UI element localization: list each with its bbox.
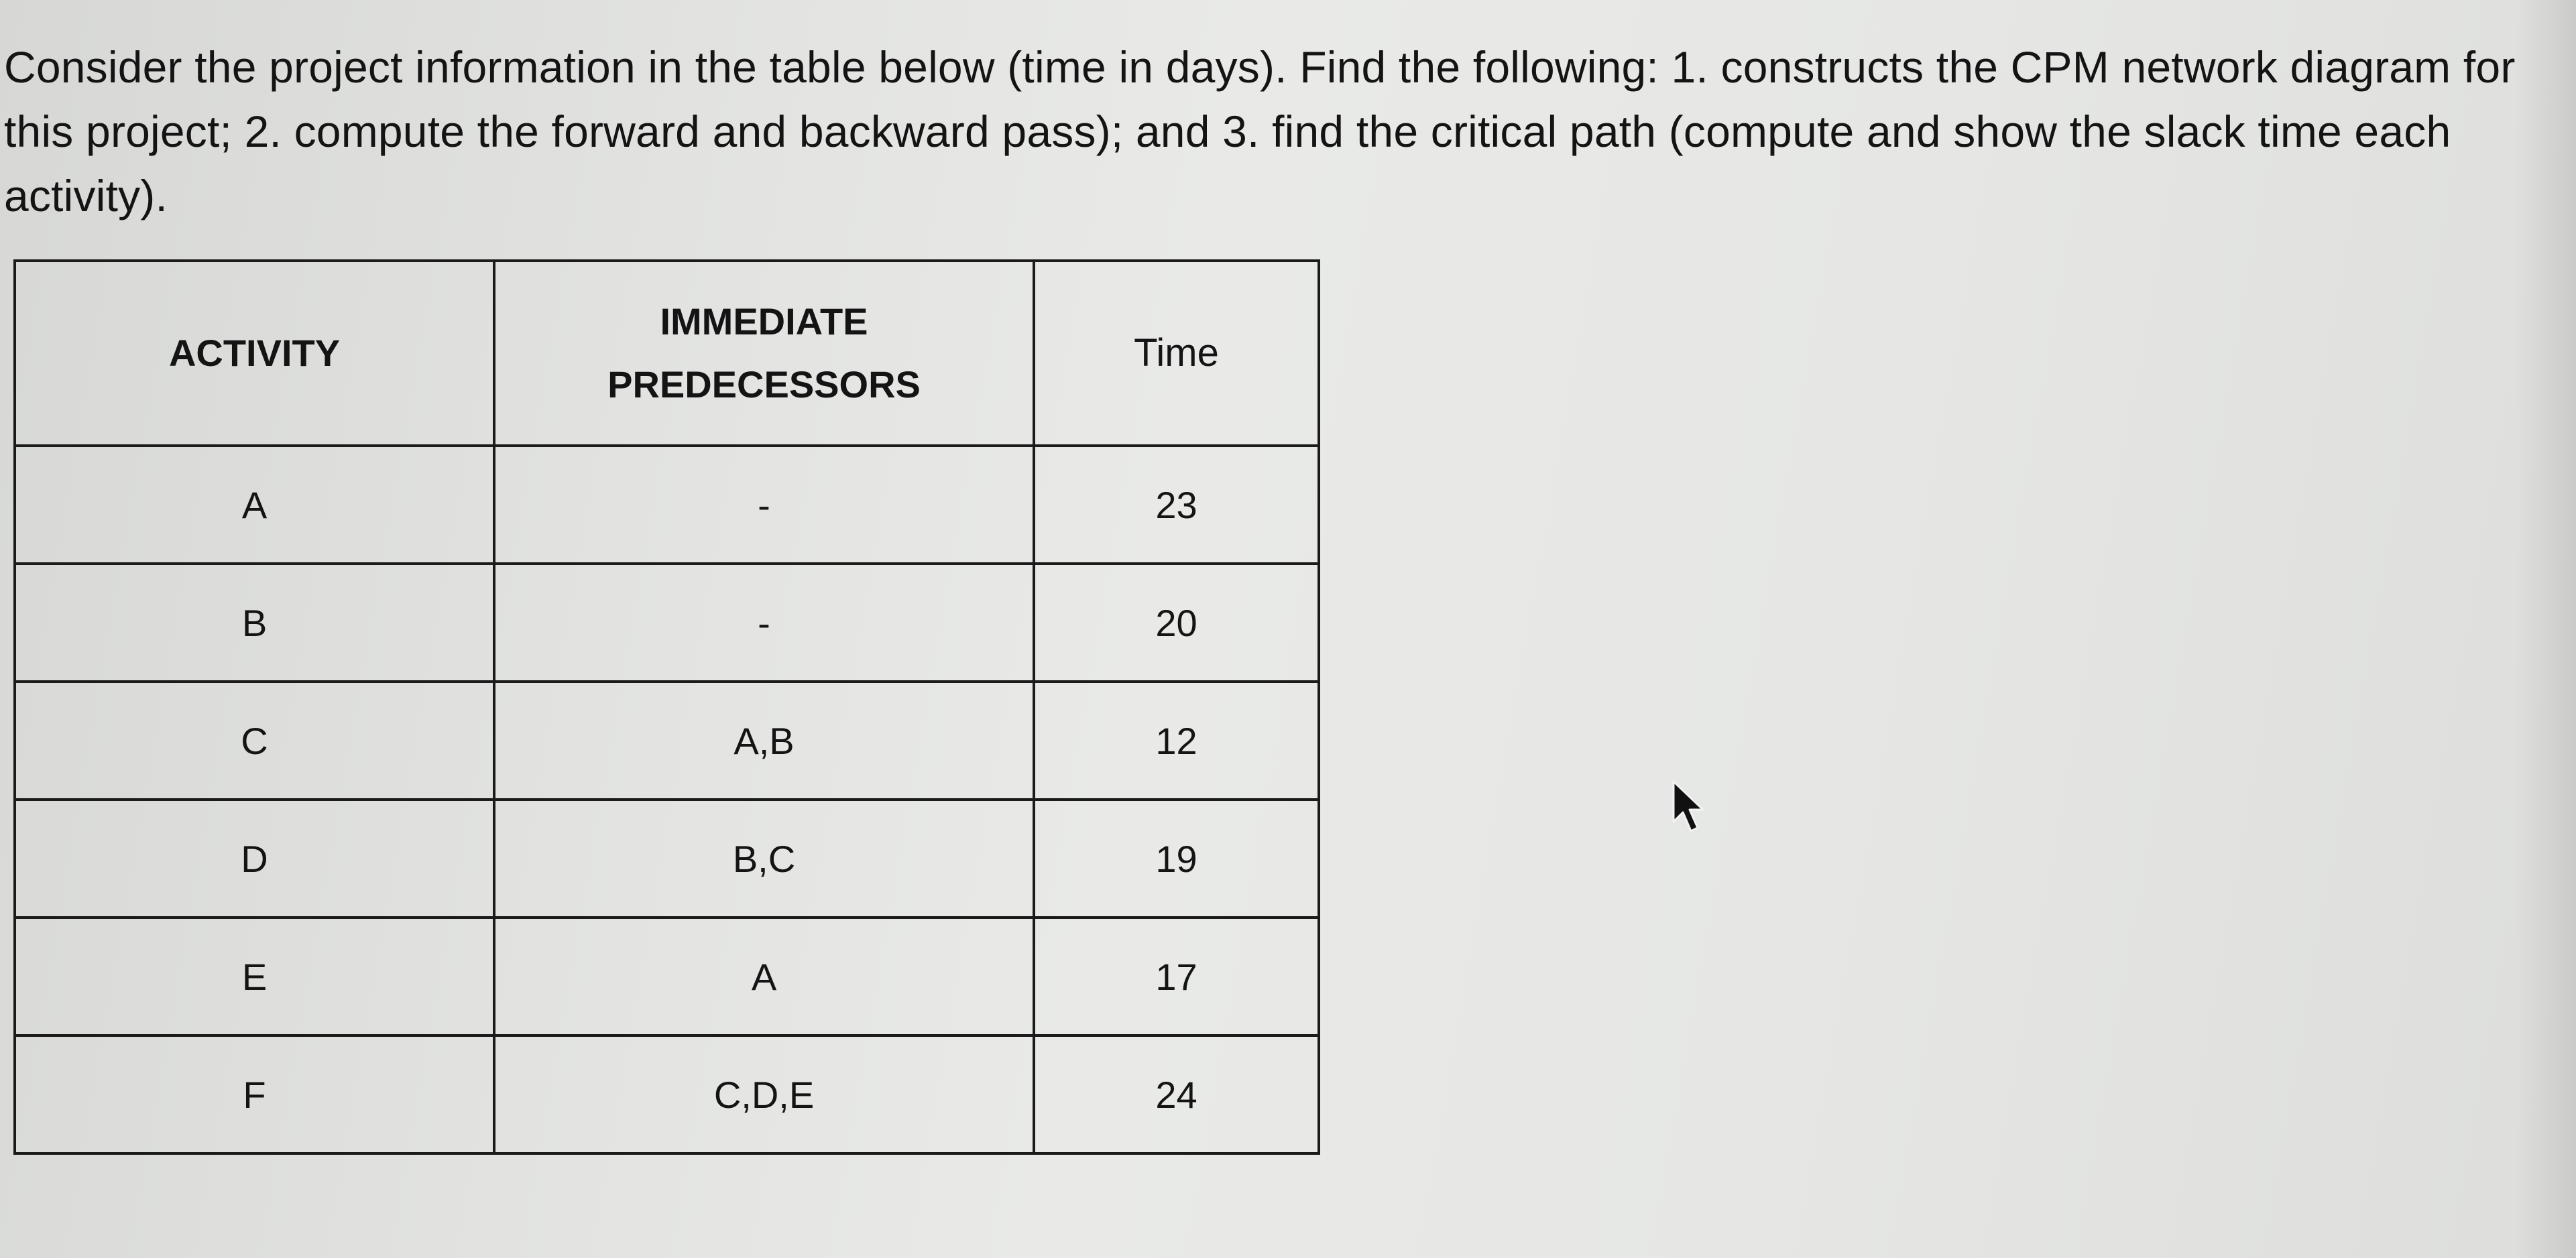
- table-row: [15, 1035, 1319, 1153]
- table-row: [15, 800, 1319, 918]
- predecessors-cell: A: [494, 918, 1034, 1035]
- table-row: [15, 446, 1319, 564]
- arrow-cursor-icon: [1671, 780, 1711, 834]
- predecessors-cell: C,D,E: [494, 1035, 1034, 1153]
- predecessors-cell: A,B: [494, 682, 1034, 800]
- header-time: Time: [1034, 261, 1319, 446]
- header-predecessors-line1: IMMEDIATE: [660, 300, 868, 342]
- time-cell: 24: [1034, 1035, 1319, 1153]
- activity-cell: F: [15, 1035, 494, 1153]
- activity-cell: B: [15, 564, 494, 682]
- predecessors-cell: B,C: [494, 800, 1034, 918]
- time-cell: 20: [1034, 564, 1319, 682]
- activity-cell: D: [15, 800, 494, 918]
- project-activity-table: [13, 259, 1320, 1155]
- table-row: [15, 682, 1319, 800]
- predecessors-cell: -: [494, 446, 1034, 564]
- time-cell: 17: [1034, 918, 1319, 1035]
- predecessors-cell: -: [494, 564, 1034, 682]
- question-text: Consider the project information in the table below (time in days). Find the following: 1. constructs the CPM network diagram for this project; 2. compute the forward and backward pass); and 3. find the critical path (compute and show the slack time each activity).: [4, 42, 2516, 221]
- table-row: [15, 918, 1319, 1035]
- activity-cell: E: [15, 918, 494, 1035]
- activity-cell: C: [15, 682, 494, 800]
- header-predecessors: [494, 261, 1034, 446]
- time-cell: 23: [1034, 446, 1319, 564]
- time-cell: 19: [1034, 800, 1319, 918]
- activity-cell: A: [15, 446, 494, 564]
- table-header-row: [15, 261, 1319, 446]
- header-activity: ACTIVITY: [15, 261, 494, 446]
- header-predecessors-line2: PREDECESSORS: [607, 363, 921, 405]
- table-row: [15, 564, 1319, 682]
- time-cell: 12: [1034, 682, 1319, 800]
